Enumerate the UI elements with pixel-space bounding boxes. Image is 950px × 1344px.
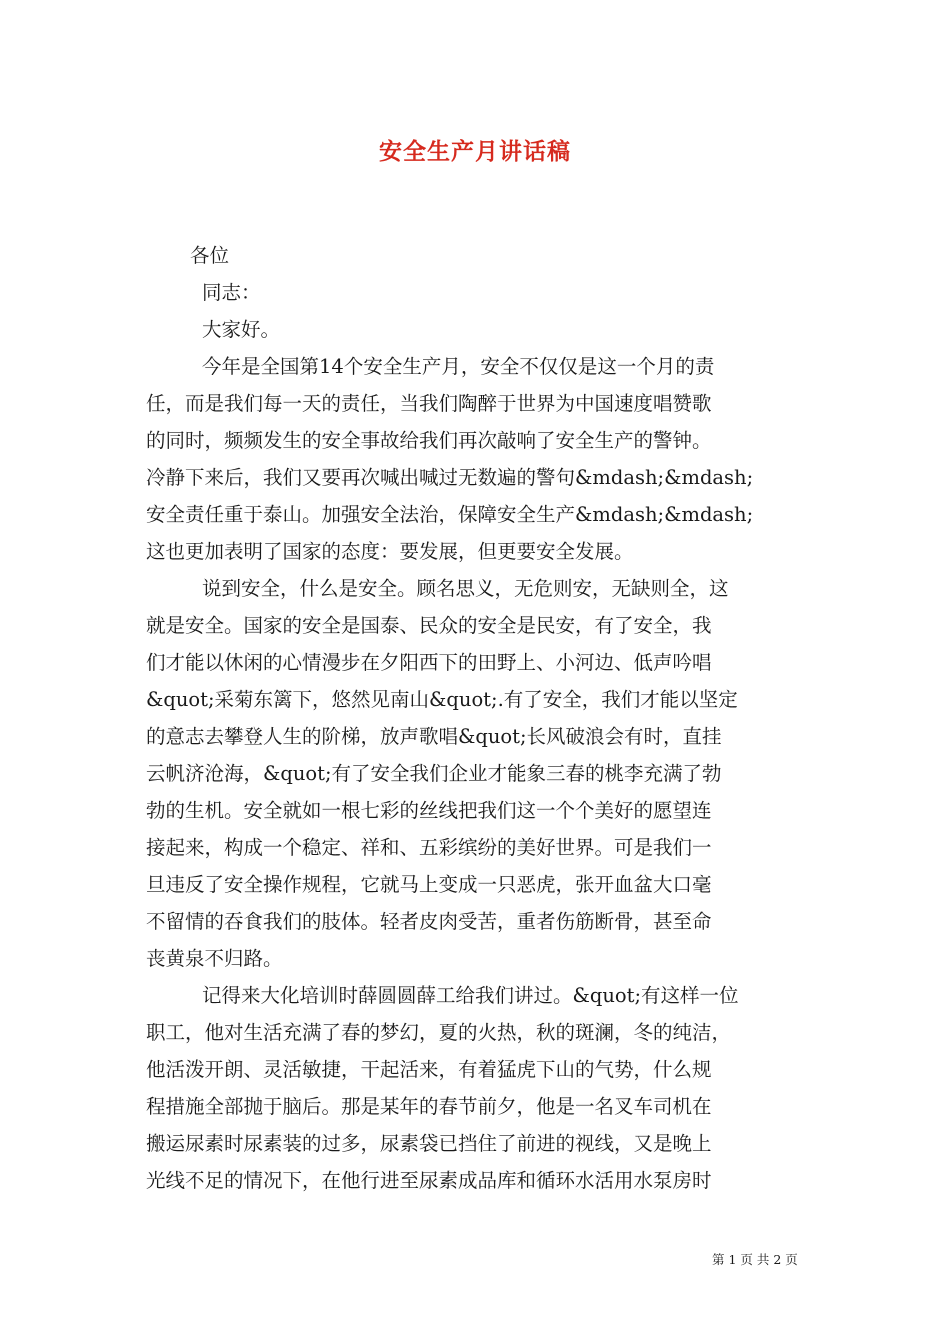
body-line: 云帆济沧海，&quot;有了安全我们企业才能象三春的桃李充满了勃 [146, 762, 722, 785]
salutation-line: 各位 [190, 244, 230, 267]
body-line: 搬运尿素时尿素装的过多，尿素袋已挡住了前进的视线，又是晚上 [146, 1132, 712, 1155]
body-line: 丧黄泉不归路。 [146, 947, 283, 970]
salutation-line: 大家好。 [202, 318, 281, 341]
document-title: 安全生产月讲话稿 [379, 138, 571, 165]
body-line: 冷静下来后，我们又要再次喊出喊过无数遍的警句&mdash;&mdash; [146, 466, 754, 489]
body-line: 程措施全部抛于脑后。那是某年的春节前夕，他是一名叉车司机在 [146, 1095, 712, 1118]
body-line: 他活泼开朗、灵活敏捷，干起活来，有着猛虎下山的气势，什么规 [146, 1058, 712, 1081]
salutation-line: 同志： [202, 281, 261, 304]
body-line: &quot;采菊东篱下，悠然见南山&quot;.有了安全，我们才能以坚定 [146, 688, 738, 711]
body-line: 勃的生机。安全就如一根七彩的丝线把我们这一个个美好的愿望连 [146, 799, 712, 822]
body-line: 说到安全，什么是安全。顾名思义，无危则安，无缺则全，这 [202, 577, 729, 600]
body-line: 光线不足的情况下，在他行进至尿素成品库和循环水活用水泵房时 [146, 1169, 712, 1192]
body-line: 的同时，频频发生的安全事故给我们再次敲响了安全生产的警钟。 [146, 429, 712, 452]
body-line: 接起来，构成一个稳定、祥和、五彩缤纷的美好世界。可是我们一 [146, 836, 712, 859]
body-line: 这也更加表明了国家的态度：要发展，但更要安全发展。 [146, 540, 634, 563]
page-number-footer: 第 1 页 共 2 页 [712, 1252, 798, 1267]
body-line: 的意志去攀登人生的阶梯，放声歌唱&quot;长风破浪会有时，直挂 [146, 725, 722, 748]
body-line: 不留情的吞食我们的肢体。轻者皮肉受苦，重者伤筋断骨，甚至命 [146, 910, 712, 933]
body-line: 任，而是我们每一天的责任，当我们陶醉于世界为中国速度唱赞歌 [146, 392, 712, 415]
body-line: 就是安全。国家的安全是国泰、民众的安全是民安，有了安全，我 [146, 614, 712, 637]
body-line: 旦违反了安全操作规程，它就马上变成一只恶虎，张开血盆大口毫 [146, 873, 712, 896]
body-line: 职工，他对生活充满了春的梦幻，夏的火热，秋的斑澜，冬的纯洁， [146, 1021, 732, 1044]
body-line: 今年是全国第14个安全生产月，安全不仅仅是这一个月的责 [202, 355, 715, 378]
body-line: 记得来大化培训时薛圆圆薛工给我们讲过。&quot;有这样一位 [202, 984, 739, 1007]
body-line: 安全责任重于泰山。加强安全法治，保障安全生产&mdash;&mdash; [146, 503, 754, 526]
body-line: 们才能以休闲的心情漫步在夕阳西下的田野上、小河边、低声吟唱 [146, 651, 712, 674]
